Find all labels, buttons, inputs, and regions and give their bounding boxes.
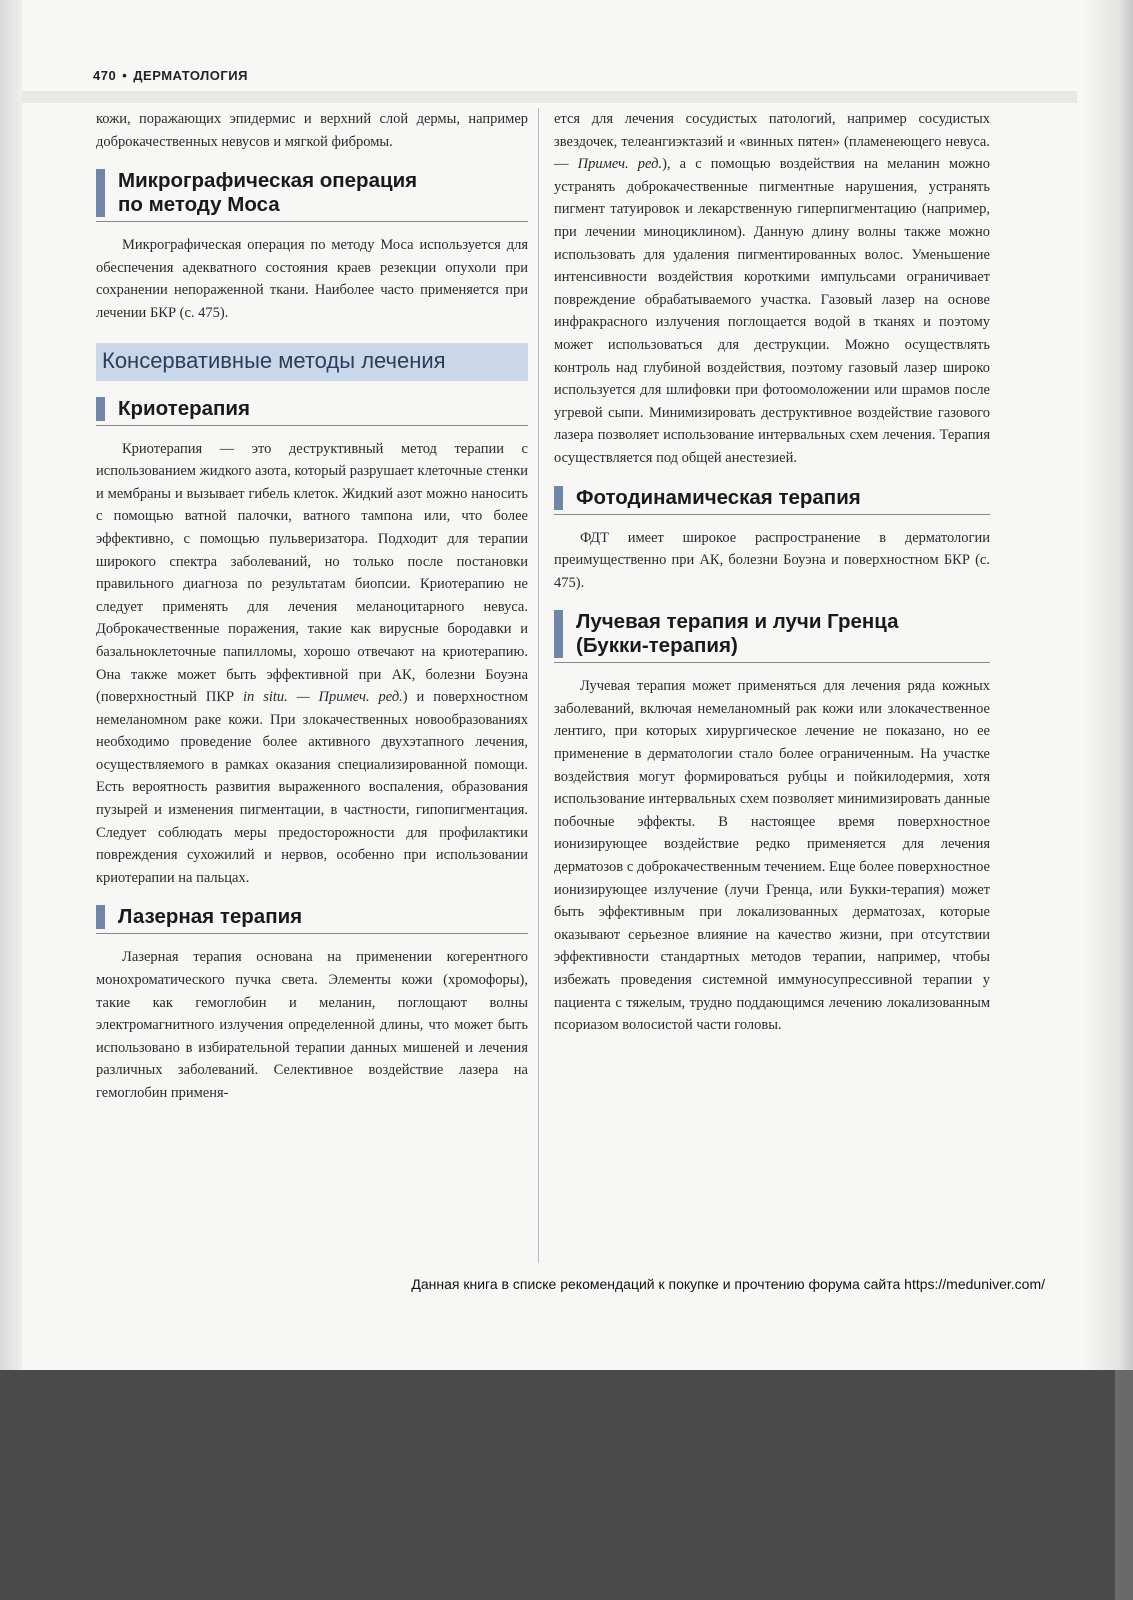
left-column (96, 108, 528, 1105)
running-head-separator: • (122, 68, 128, 83)
scan-edge (1115, 1370, 1133, 1600)
heading-radiation-line1: Лучевая терапия и лучи Гренца (576, 610, 899, 634)
radiation-paragraph: Лучевая терапия может применяться для лечения ряда кожных заболеваний, включая немеланомный рак кожи или злокачественное лентиго, при которых хирургическое лечение не показано, но ее применение в дерматологии стало более ограниченным. На участке воздействия могут формироваться рубцы и пойкилодермия, хотя использование интервальных схем позволяет минимизировать данные побочные эффекты. В настоящее время поверхностное ионизирующее воздействие редко применяется для лечения дерматозов с доброкачественным течением. Еще более поверхностное ионизирующее излучение (лучи Гренца, или Букки-терапия) может быть эффективным при локализованных дерматозах, которые оказывают серьезное влияние на качество жизни, при отсутствии эффективности стандартных методов терапии, например, чтобы избежать проведения системной иммуносупрессивной терапии у пациента с тяжелым, трудно поддающимся лечению локализованным псориазом волосистой части головы. (554, 678, 990, 1034)
heading-radiation (554, 608, 990, 663)
footer-note: Данная книга в списке рекомендаций к покупке и прочтению форума сайта https://meduniver.com/ (411, 1276, 1045, 1292)
heading-mohs (96, 167, 528, 222)
pdt-paragraph: ФДТ имеет широкое распространение в дерматологии преимущественно при АК, болезни Боуэна и поверхностном БКР (с. 475). (554, 529, 990, 591)
heading-pdt: Фотодинамическая терапия (554, 484, 990, 515)
running-head (93, 68, 248, 83)
cryotherapy-note: in situ. — Примеч. ред. (243, 689, 403, 706)
column-divider (538, 108, 539, 1263)
laser-cont-text-1: ется для лечения сосудистых патологий, например сосудистых звездочек, телеангиэктазий и «винных пятен» (пламенеющего невуса. — (554, 111, 990, 173)
intro-paragraph: кожи, поражающих эпидермис и верхний слой дермы, например доброкачественных невусов и мягкой фибромы. (96, 111, 528, 150)
heading-cryotherapy: Криотерапия (96, 395, 528, 426)
heading-radiation-line2: (Букки-терапия) (576, 634, 738, 658)
heading-conservative: Консервативные методы лечения (96, 343, 528, 381)
mohs-paragraph: Микрографическая операция по методу Моса используется для обеспечения адекватного состояния краев резекции опухоли при сохранении непораженной ткани. Наиболее часто применяется при лечении БКР (с. 475). (96, 237, 528, 321)
laser-cont-text-2: ), а с помощью воздействия на меланин можно устранять доброкачественные пигментные нарушения, устранять пигмент татуировок и лекарственную гиперпигментацию (например, при лечении миноциклином). Данную длину волны также можно использовать для удаления пигментированных волос. Уменьшение интенсивности воздействия короткими импульсами ограничивает повреждение обрабатываемого участка. Газовый лазер на основе инфракрасного излучения поглощается водой в тканях и поэтому может использоваться для деструкции. Можно осуществлять контроль над глубиной воздействия, поэтому газовый лазер широко используется для шлифовки при фотоомоложении или шрамов после угревой сыпи. Минимизировать деструктивное воздействие газового лазера позволяет использование интервальных схем лечения. Терапия осуществляется под общей анестезией. (554, 156, 991, 466)
laser-cont-note: Примеч. ред. (577, 156, 663, 173)
heading-mohs-line1: Микрографическая операция (118, 169, 418, 193)
page-number: 470 (93, 68, 117, 83)
right-column (554, 108, 990, 1037)
page-edge-shadow (1083, 0, 1133, 1370)
cryotherapy-text-1: Криотерапия — это деструктивный метод терапии с использованием жидкого азота, который разрушает клеточные стенки и мембраны и вызывает гибель клеток. Жидкий азот можно наносить с помощью ватной палочки, ватного тампона или, что более эффективно, с помощью пульверизатора. Подходит для терапии широкого спектра заболеваний, но только после постановки правильного диагноза по результатам биопсии. Криотерапию не следует применять для лечения меланоцитарного невуса. Доброкачественные поражения, такие как вирусные бородавки и базальноклеточные папилломы, хорошо отвечают на криотерапию. Она также может быть эффективной при АК, болезни Боуэна (поверхностный ПКР (96, 440, 528, 706)
heading-laser: Лазерная терапия (96, 903, 528, 934)
header-band (22, 91, 1077, 103)
section-title: ДЕРМАТОЛОГИЯ (133, 68, 248, 83)
laser-continuation (554, 108, 990, 470)
page-spine-shadow (0, 0, 22, 1370)
laser-paragraph: Лазерная терапия основана на применении когерентного монохроматического пучка света. Элементы кожи (хромофоры), такие как гемоглобин и меланин, поглощают волны электромагнитного излучения определенной длины, что может быть использовано в избирательной терапии данных мишеней и лечения различных заболеваний. Селективное воздействие лазера на гемоглобин применя- (96, 949, 528, 1101)
cryotherapy-text-2: ) и поверхностном немеланомном раке кожи. При злокачественных новообразованиях необходимо проведение более активного двухэтапного лечения, осуществляемого в рамках оказания специализированной помощи. Есть вероятность развития выраженного воспаления, образования пузырей и изменения пигментации, в частности, гипопигментация. Следует соблюдать меры предосторожности для профилактики повреждения сухожилий и нервов, особенно при использовании криотерапии на пальцах. (96, 689, 528, 886)
cryotherapy-paragraph (96, 438, 528, 890)
scan-background (0, 1370, 1133, 1600)
heading-mohs-line2: по методу Моса (118, 193, 280, 217)
